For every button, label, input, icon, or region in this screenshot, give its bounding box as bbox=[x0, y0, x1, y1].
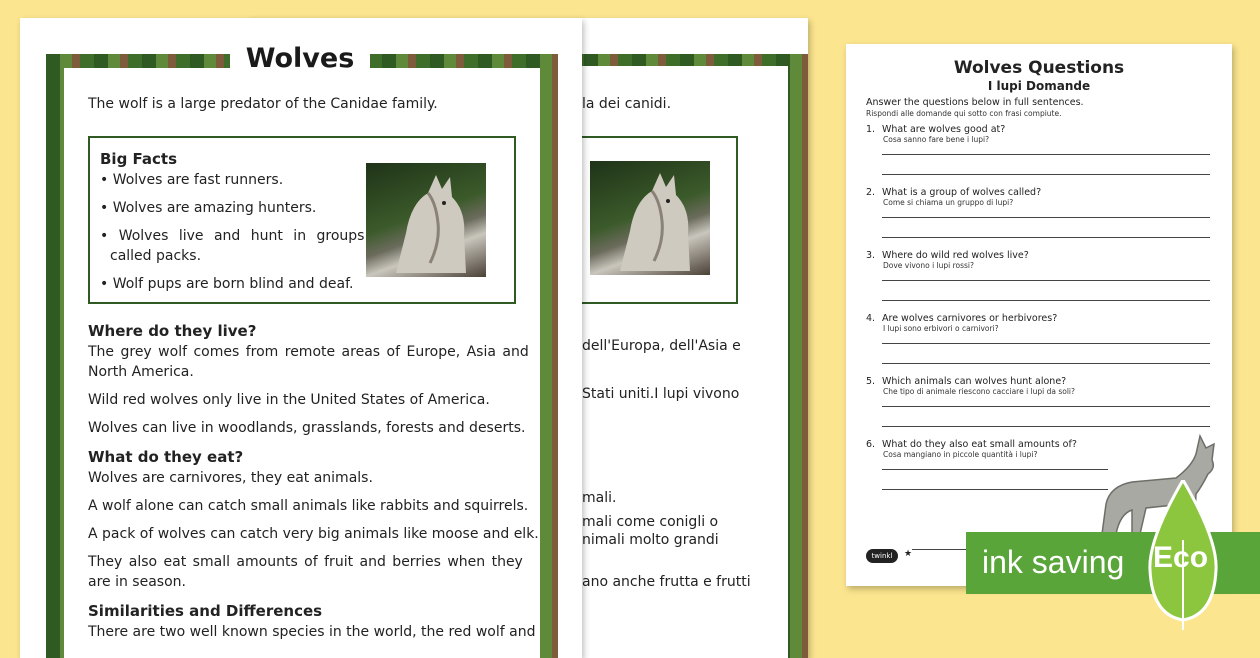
question-english: What is a group of wolves called? bbox=[882, 187, 1042, 198]
star-icon: ★ bbox=[904, 549, 913, 559]
question-italian: I lupi sono erbivori o carnivori? bbox=[883, 324, 999, 333]
section-heading-similarities: Similarities and Differences bbox=[88, 602, 323, 620]
answer-line[interactable] bbox=[882, 174, 1210, 175]
text-line-italian: dell'Europa, dell'Asia e bbox=[582, 338, 741, 354]
section-heading-where: Where do they live? bbox=[88, 322, 257, 340]
questions-subtitle: I lupi Domande bbox=[987, 79, 1091, 93]
paragraph: The grey wolf comes from remote areas of Europe, Asia and bbox=[88, 344, 529, 360]
fact-item: • Wolf pups are born blind and deaf. bbox=[100, 276, 354, 292]
page-title-text: Wolves bbox=[245, 43, 355, 74]
question-number: 3. bbox=[866, 250, 876, 261]
twinkl-logo bbox=[866, 549, 898, 563]
wolf-photo bbox=[590, 161, 710, 275]
twinkl-logo-text: twinkl bbox=[871, 552, 893, 560]
answer-line[interactable] bbox=[882, 489, 1108, 490]
answer-line[interactable] bbox=[882, 280, 1210, 281]
instructions-english: Answer the questions below in full sentences. bbox=[866, 97, 1084, 108]
answer-line[interactable] bbox=[882, 300, 1210, 301]
answer-line[interactable] bbox=[882, 469, 1108, 470]
question-italian: Cosa sanno fare bene i lupi? bbox=[883, 135, 990, 144]
paragraph: are in season. bbox=[88, 574, 186, 590]
paragraph: There are two well known species in the world, the red wolf and bbox=[88, 624, 536, 640]
fact-item: • Wolves are fast runners. bbox=[100, 172, 284, 188]
instructions-italian: Rispondi alle domande qui sotto con frasi compiute. bbox=[866, 109, 1062, 118]
question-number: 5. bbox=[866, 376, 876, 387]
paragraph: Wolves are carnivores, they eat animals. bbox=[88, 470, 373, 486]
question-number: 2. bbox=[866, 187, 876, 198]
wolf-illustration bbox=[366, 163, 486, 277]
fact-item: • Wolves live and hunt in groups bbox=[100, 228, 365, 244]
big-facts-heading: Big Facts bbox=[100, 150, 178, 168]
answer-line[interactable] bbox=[882, 406, 1210, 407]
answer-line[interactable] bbox=[882, 154, 1210, 155]
question-number: 6. bbox=[866, 439, 876, 450]
wolf-photo bbox=[366, 163, 486, 277]
text-line-italian: ano anche frutta e frutti bbox=[582, 574, 751, 590]
questions-title: Wolves Questions bbox=[953, 58, 1125, 78]
question-english: What do they also eat small amounts of? bbox=[882, 439, 1077, 450]
paragraph: Wild red wolves only live in the United States of America. bbox=[88, 392, 490, 408]
question-english: What are wolves good at? bbox=[882, 124, 1006, 135]
question-italian: Come si chiama un gruppo di lupi? bbox=[883, 198, 1014, 207]
paragraph: They also eat small amounts of fruit and berries when they bbox=[88, 554, 523, 570]
answer-line[interactable] bbox=[882, 343, 1210, 344]
text-line-italian: nimali molto grandi bbox=[582, 532, 719, 548]
question-english: Where do wild red wolves live? bbox=[882, 250, 1029, 261]
question-italian: Che tipo di animale riescono cacciare i lupi da soli? bbox=[883, 387, 1076, 396]
answer-line[interactable] bbox=[882, 237, 1210, 238]
question-number: 4. bbox=[866, 313, 876, 324]
big-facts-box bbox=[88, 136, 516, 304]
question-italian: Dove vivono i lupi rossi? bbox=[883, 261, 974, 270]
fact-item: called packs. bbox=[110, 248, 202, 264]
answer-line[interactable] bbox=[882, 426, 1210, 427]
fact-item: • Wolves are amazing hunters. bbox=[100, 200, 317, 216]
question-italian: Cosa mangiano in piccole quantità i lupi? bbox=[883, 450, 1038, 459]
answer-line[interactable] bbox=[882, 363, 1210, 364]
section-heading-eat: What do they eat? bbox=[88, 448, 244, 466]
paragraph: Wolves can live in woodlands, grasslands, forests and deserts. bbox=[88, 420, 526, 436]
text-line-italian: mali. bbox=[582, 490, 617, 506]
worksheet-page-english bbox=[20, 18, 582, 658]
intro-text: The wolf is a large predator of the Canidae family. bbox=[88, 96, 438, 112]
ink-saving-text: ink saving bbox=[982, 544, 1125, 580]
question-english: Which animals can wolves hunt alone? bbox=[882, 376, 1067, 387]
text-line-italian: Stati uniti.I lupi vivono bbox=[582, 386, 740, 402]
question-number: 1. bbox=[866, 124, 876, 135]
text-line-italian: mali come conigli o bbox=[582, 514, 719, 530]
page-title bbox=[230, 38, 370, 78]
answer-line[interactable] bbox=[882, 217, 1210, 218]
eco-label: Eco bbox=[1153, 541, 1209, 574]
wolf-illustration bbox=[590, 161, 710, 275]
paragraph: North America. bbox=[88, 364, 194, 380]
paragraph: A pack of wolves can catch very big animals like moose and elk. bbox=[88, 526, 539, 542]
paragraph: A wolf alone can catch small animals like rabbits and squirrels. bbox=[88, 498, 529, 514]
question-english: Are wolves carnivores or herbivores? bbox=[882, 313, 1058, 324]
intro-text-italian: la dei canidi. bbox=[582, 96, 672, 112]
